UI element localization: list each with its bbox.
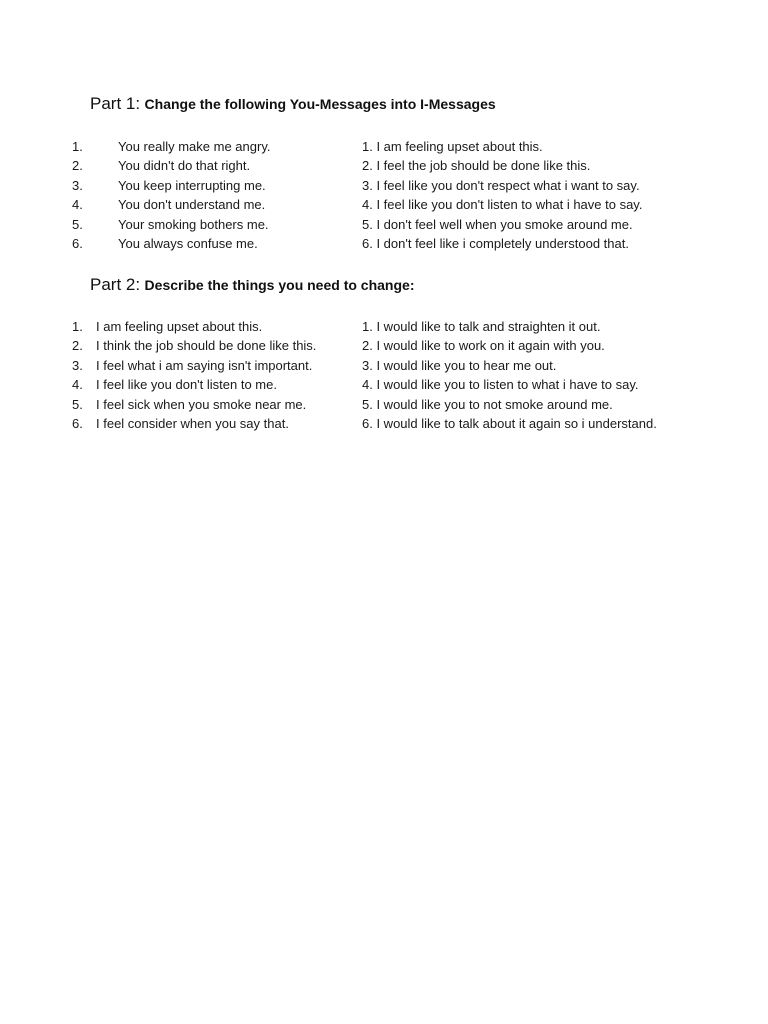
- item-text: I feel what i am saying isn't important.: [96, 357, 313, 373]
- item-number: 1.: [72, 139, 83, 154]
- list-item: 4. I feel like you don't listen to what i have to say.: [362, 197, 643, 213]
- list-item: 1. I am feeling upset about this.: [362, 139, 543, 154]
- item-number: 6.: [72, 235, 83, 251]
- item-number: 4.: [72, 197, 83, 213]
- item-text: I am feeling upset about this.: [96, 319, 263, 334]
- list-item: [72, 395, 352, 414]
- list-item: [72, 234, 352, 253]
- list-item: 5. I don't feel well when you smoke around me.: [362, 216, 633, 232]
- list-item: 3. I would like you to hear me out.: [362, 357, 557, 373]
- item-number: 6.: [72, 415, 83, 431]
- list-item: 4. I would like you to listen to what i have to say.: [362, 377, 639, 393]
- part1-label: Part 1:: [90, 94, 141, 113]
- item-number: 3.: [72, 177, 83, 193]
- item-text: You really make me angry.: [118, 139, 271, 154]
- part2-requests-list: [362, 317, 742, 433]
- list-item: 2. I would like to work on it again with you.: [362, 338, 605, 354]
- list-item: 3. I feel like you don't respect what i want to say.: [362, 177, 640, 193]
- item-number: 1.: [72, 319, 83, 334]
- list-item: [72, 137, 352, 156]
- item-number: 5.: [72, 216, 83, 232]
- list-item: [72, 156, 352, 175]
- list-item: [72, 375, 352, 394]
- item-text: I feel like you don't listen to me.: [96, 377, 277, 393]
- list-item: [72, 215, 352, 234]
- part1-you-messages-list: [72, 137, 352, 253]
- list-item: [72, 317, 352, 336]
- part2-instruction: Describe the things you need to change:: [144, 277, 415, 293]
- item-number: 2.: [72, 158, 83, 174]
- item-text: I feel sick when you smoke near me.: [96, 396, 307, 412]
- item-text: You don't understand me.: [118, 197, 266, 213]
- list-item: [72, 195, 352, 214]
- part1-instruction: Change the following You-Messages into I-Messages: [144, 96, 496, 112]
- list-item: 6. I don't feel like i completely understood that.: [362, 235, 629, 251]
- list-item: 1. I would like to talk and straighten it out.: [362, 319, 601, 334]
- list-item: [72, 414, 352, 433]
- item-number: 4.: [72, 377, 83, 393]
- list-item: 6. I would like to talk about it again so i understand.: [362, 415, 657, 431]
- list-item: 2. I feel the job should be done like this.: [362, 158, 591, 174]
- list-item: [72, 356, 352, 375]
- item-number: 2.: [72, 338, 83, 354]
- item-text: You keep interrupting me.: [118, 177, 266, 193]
- part2-heading: [90, 275, 414, 295]
- item-text: Your smoking bothers me.: [118, 216, 269, 232]
- part2-feelings-list: [72, 317, 352, 433]
- part1-heading: [90, 94, 496, 114]
- list-item: [72, 176, 352, 195]
- list-item: [72, 336, 352, 355]
- item-number: 5.: [72, 396, 83, 412]
- part2-label: Part 2:: [90, 275, 141, 294]
- item-text: You always confuse me.: [118, 235, 258, 251]
- part1-i-messages-list: [362, 137, 742, 253]
- item-text: I think the job should be done like this.: [96, 338, 317, 354]
- item-number: 3.: [72, 357, 83, 373]
- item-text: You didn't do that right.: [118, 158, 251, 174]
- list-item: 5. I would like you to not smoke around me.: [362, 396, 613, 412]
- item-text: I feel consider when you say that.: [96, 415, 289, 431]
